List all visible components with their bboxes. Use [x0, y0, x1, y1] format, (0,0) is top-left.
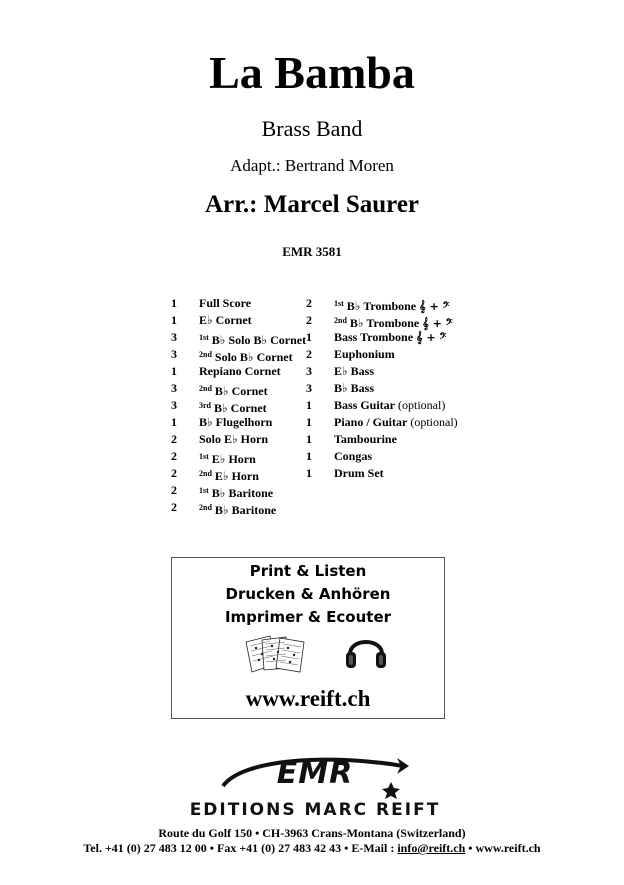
instrument-row: [163, 380, 306, 397]
instrument-key: E♭: [199, 313, 213, 327]
instrument-quantity: 1: [306, 415, 312, 429]
instrument-row: [163, 431, 306, 448]
instrument-label: B♭ Bass: [334, 381, 375, 395]
instrument-name: [199, 363, 281, 380]
instrument-name: [199, 295, 251, 312]
instrument-name: [199, 312, 252, 329]
instrument-label: Drum Set: [334, 466, 384, 480]
instrument-name: [334, 329, 446, 346]
headphones-icon: [344, 628, 388, 672]
instrument-ordinal: 2nd: [334, 316, 347, 325]
instrument-row: [163, 312, 306, 329]
instrument-quantity: 1: [171, 415, 177, 429]
instrument-quantity: 3: [306, 381, 312, 395]
instrument-name: [334, 431, 397, 448]
adaptation-credit: Adapt.: Bertrand Moren: [230, 156, 394, 175]
instrument-label: Euphonium: [334, 347, 395, 361]
contact-phone-fax: Tel. +41 (0) 27 483 12 00 • Fax +41 (0) 27 483 42 43 • E-Mail :: [83, 841, 398, 855]
instrument-name: [334, 448, 372, 465]
instrument-label: Solo B♭ Cornet: [214, 350, 293, 364]
instrument-list-right: [298, 295, 458, 482]
instrument-quantity: 2: [171, 483, 177, 497]
instrument-note: (optional): [395, 398, 446, 412]
instrument-name: [199, 414, 272, 431]
instrument-row: [163, 363, 306, 380]
instrument-quantity: 1: [306, 432, 312, 446]
instrument-row: [163, 465, 306, 482]
instrument-quantity: 2: [306, 347, 312, 361]
instrument-label: Piano / Guitar: [334, 415, 408, 429]
instrument-name: [199, 346, 293, 363]
instrument-row: [163, 482, 306, 499]
publisher-contact: [0, 841, 624, 856]
publisher-address: Route du Golf 150 • CH-3963 Crans-Montana (Switzerland): [158, 826, 466, 840]
sheet-music-icon: [244, 634, 308, 674]
instrument-row: [298, 448, 458, 465]
instrument-quantity: 1: [306, 398, 312, 412]
promo-line-french: Imprimer & Ecouter: [224, 608, 392, 626]
instrument-label: B♭ Cornet: [214, 384, 268, 398]
clef-icon: 𝄞 + 𝄢: [422, 317, 453, 330]
instrument-name: [334, 312, 453, 329]
instrument-label: Solo E♭ Horn: [199, 432, 269, 446]
instrument-row: [298, 380, 458, 397]
instrument-name: [199, 380, 268, 397]
instrument-row: [298, 397, 458, 414]
instrument-row: [163, 499, 306, 516]
instrument-name: [199, 499, 276, 516]
instrument-label: Cornet: [215, 313, 252, 327]
instrument-quantity: 1: [171, 313, 177, 327]
instrument-ordinal: 1st: [199, 333, 209, 342]
instrument-label: Bass Guitar: [334, 398, 396, 412]
instrument-row: [163, 414, 306, 431]
instrument-key: B♭: [211, 333, 226, 347]
instrument-row: [298, 431, 458, 448]
instrument-row: [298, 312, 458, 329]
instrument-label: E♭ Horn: [211, 452, 256, 466]
instrument-name: [199, 482, 273, 499]
instrument-quantity: 1: [171, 296, 177, 310]
instrument-quantity: 3: [171, 347, 177, 361]
instrument-label: B♭ Baritone: [214, 503, 277, 517]
instrument-label: Full Score: [199, 296, 252, 310]
website-url[interactable]: www.reift.ch: [245, 686, 371, 711]
instrument-quantity: 3: [171, 381, 177, 395]
instrument-label: Congas: [334, 449, 373, 463]
instrument-label: Bass Trombone: [334, 330, 414, 344]
instrument-note: (optional): [407, 415, 458, 429]
instrument-row: [298, 363, 458, 380]
instrument-quantity: 3: [171, 398, 177, 412]
instrument-name: [334, 380, 374, 397]
instrument-ordinal: 2nd: [199, 503, 212, 512]
print-listen-box: [171, 557, 445, 719]
instrument-ordinal: 2nd: [199, 469, 212, 478]
instrument-list-left: [163, 295, 306, 516]
instrument-name: [334, 363, 374, 380]
clef-icon: 𝄞 + 𝄢: [416, 331, 447, 344]
instrument-ordinal: 1st: [199, 452, 209, 461]
page-title: La Bamba: [209, 47, 415, 98]
instrument-label: B♭ Baritone: [211, 486, 274, 500]
instrument-name: [334, 397, 445, 414]
logo-emr: EMR: [276, 756, 354, 791]
instrument-quantity: 3: [171, 330, 177, 344]
subtitle: Brass Band: [261, 116, 363, 141]
instrument-row: [163, 448, 306, 465]
promo-line-english: Print & Listen: [249, 562, 367, 580]
instrument-name: [199, 329, 306, 346]
instrument-row: [298, 346, 458, 363]
instrument-name: [199, 465, 259, 482]
contact-website: • www.reift.ch: [465, 841, 541, 855]
instrument-label: B♭ Trombone: [346, 299, 417, 313]
contact-email-link[interactable]: info@reift.ch: [397, 841, 466, 855]
instrument-label: B♭ Flugelhorn: [199, 415, 273, 429]
instrument-label: Tambourine: [334, 432, 397, 446]
instrument-ordinal: 1st: [199, 486, 209, 495]
instrument-label: E♭ Horn: [214, 469, 259, 483]
instrument-row: [163, 397, 306, 414]
instrument-ordinal: 2nd: [199, 350, 212, 359]
promo-line-german: Drucken & Anhören: [225, 585, 391, 603]
instrument-quantity: 2: [171, 500, 177, 514]
instrument-ordinal: 3rd: [199, 401, 211, 410]
instrument-quantity: 1: [171, 364, 177, 378]
instrument-quantity: 2: [306, 296, 312, 310]
instrument-label: B♭ Cornet: [214, 401, 267, 415]
instrument-row: [298, 465, 458, 482]
arranger-credit: Arr.: Marcel Saurer: [204, 191, 420, 218]
instrument-row: [298, 329, 458, 346]
instrument-name: [334, 346, 395, 363]
instrument-row: [163, 346, 306, 363]
instrument-name: [334, 295, 450, 312]
catalog-code: EMR 3581: [282, 244, 342, 259]
instrument-label: Solo B♭ Cornet: [228, 333, 307, 347]
instrument-label: E♭ Bass: [334, 364, 375, 378]
instrument-quantity: 2: [171, 466, 177, 480]
instrument-ordinal: 2nd: [199, 384, 212, 393]
instrument-name: [199, 431, 268, 448]
instrument-name: [334, 414, 458, 431]
instrument-ordinal: 1st: [334, 299, 344, 308]
instrument-label: B♭ Trombone: [349, 316, 420, 330]
clef-icon: 𝄞 + 𝄢: [419, 300, 450, 313]
instrument-quantity: 1: [306, 330, 312, 344]
instrument-row: [163, 295, 306, 312]
instrument-name: [199, 448, 256, 465]
instrument-quantity: 1: [306, 449, 312, 463]
instrument-quantity: 2: [171, 449, 177, 463]
instrument-quantity: 3: [306, 364, 312, 378]
instrument-row: [298, 295, 458, 312]
instrument-row: [298, 414, 458, 431]
instrument-name: [334, 465, 384, 482]
instrument-quantity: 2: [306, 313, 312, 327]
publisher-name: EDITIONS MARC REIFT: [189, 800, 441, 820]
instrument-quantity: 2: [171, 432, 177, 446]
instrument-label: Repiano Cornet: [199, 364, 281, 378]
instrument-name: [199, 397, 267, 414]
publisher-logo: [175, 752, 455, 824]
instrument-quantity: 1: [306, 466, 312, 480]
instrument-row: [163, 329, 306, 346]
